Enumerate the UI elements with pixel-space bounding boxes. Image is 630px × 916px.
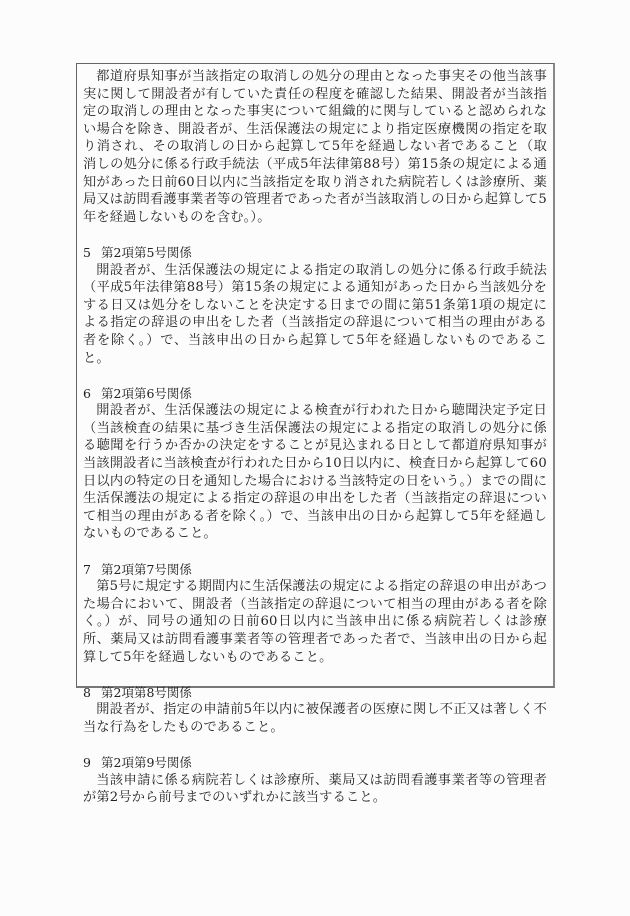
section-9: [83, 754, 547, 807]
section-8: [83, 684, 547, 737]
section-number: 6: [83, 385, 91, 401]
section-title: 第2項第7号関係: [101, 561, 192, 577]
section-7: [83, 561, 547, 667]
section-number: 8: [83, 684, 91, 700]
document-frame: [76, 63, 555, 806]
section-title: 第2項第5号関係: [101, 244, 192, 260]
section-body: 開設者が、生活保護法の規定による検査が行われた日から聴聞決定予定日（当該検査の結果に基づき生活保護法の規定による指定の取消しの処分に係る聴聞を行うか否かの決定をすることが見込まれる日として都道府県知事が当該開設者に当該検査が行われた日から10日以内に、検査日から起算して60日以内の特定の日を通知した場合における当該特定の日をいう。）までの間に生活保護法の規定による指定の辞退の申出をした者（当該指定の辞退について相当の理由がある者を除く。）で、当該申出の日から起算して5年を経過しないものであること。: [83, 403, 547, 542]
section-body: 第5号に規定する期間内に生活保護法の規定による指定の辞退の申出があつた場合において、開設者（当該指定の辞退について相当の理由がある者を除く。）が、同号の通知の日前60日以内に当該申出に係る病院若しくは診療所、薬局又は訪問看護事業者等の管理者であった者で、当該申出の日から起算して5年を経過しないものであること。: [83, 579, 547, 665]
section-heading: [83, 561, 547, 579]
intro-paragraph: 都道府県知事が当該指定の取消しの処分の理由となった事実その他当該事実に関して開設者が有していた責任の程度を確認した結果、開設者が当該指定の取消しの理由となった事実について組織的に関与していると認められない場合を除き、開設者が、生活保護法の規定により指定医療機関の指定を取り消され、その取消しの日から起算して5年を経過しない者であること（取消しの処分に係る行政手続法（平成5年法律第88号）第15条の規定による通知があった日前60日以内に当該指定を取り消された病院若しくは診療所、薬局又は訪問看護事業者等の管理者であった者が当該取消しの日から起算して5年を経過しないものを含む。）。: [83, 69, 547, 225]
section-heading: [83, 684, 547, 702]
section-heading: [83, 244, 547, 262]
section-heading: [83, 385, 547, 403]
section-title: 第2項第8号関係: [101, 684, 192, 700]
section-body: 開設者が、生活保護法の規定による指定の取消しの処分に係る行政手続法（平成5年法律第88号）第15条の規定による通知があった日から当該処分をする日又は処分をしないことを決定する日までの間に第51条第1項の規定による指定の辞退の申出をした者（当該指定の辞退について相当の理由がある者を除く。）で、当該申出の日から起算して5年を経過しないものであること。: [83, 262, 547, 366]
section-5: [83, 244, 547, 367]
section-heading: [83, 754, 547, 772]
section-number: 5: [83, 244, 91, 260]
section-6: [83, 385, 547, 543]
section-number: 9: [83, 755, 91, 771]
section-title: 第2項第6号関係: [101, 385, 192, 401]
section-number: 7: [83, 561, 91, 577]
section-title: 第2項第9号関係: [101, 755, 192, 771]
section-body: 当該申請に係る病院若しくは診療所、薬局又は訪問看護事業者等の管理者が第2号から前号までのいずれかに該当すること。: [83, 772, 547, 806]
section-body: 開設者が、指定の申請前5年以内に被保護者の医療に関し不正又は著しく不当な行為をしたものであること。: [83, 702, 547, 735]
